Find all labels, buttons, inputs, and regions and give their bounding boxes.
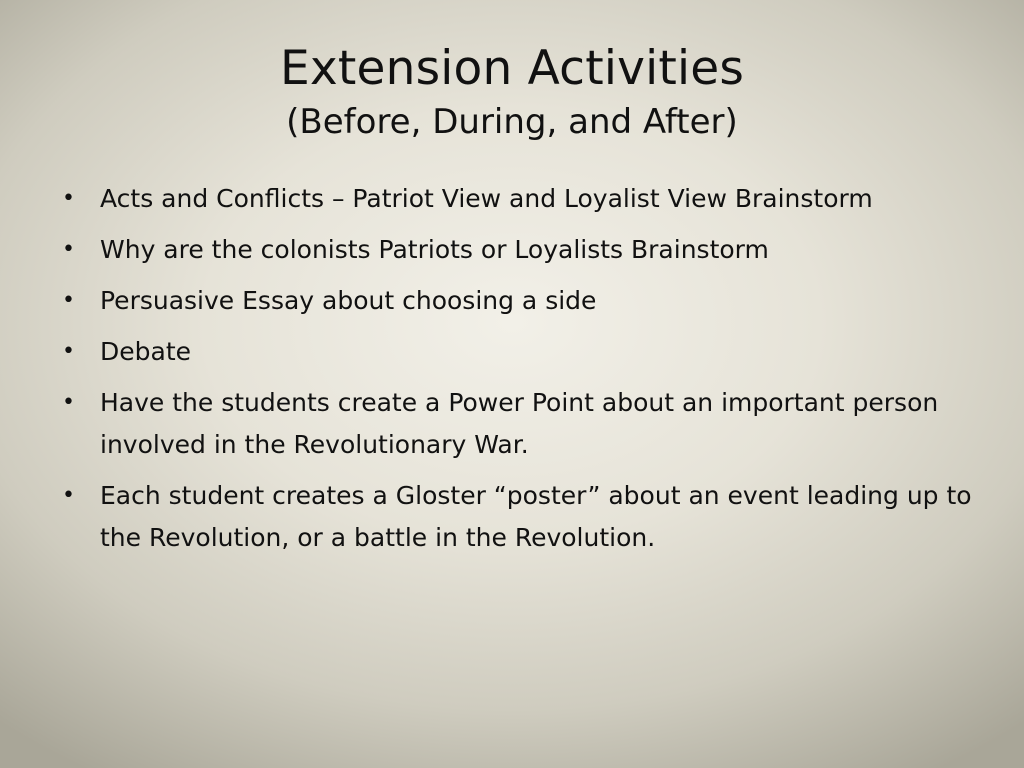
bullet-text: Have the students create a Power Point about an important person involved in the Revolutionary War. [100,388,939,459]
bullet-text: Debate [100,337,192,366]
bullet-item [62,280,982,322]
bullet-item [62,178,982,220]
slide-subtitle: (Before, During, and After) [286,102,738,142]
bullet-item [62,331,982,373]
bullet-icon: • [62,483,75,508]
bullet-icon: • [62,390,75,415]
bullet-text: Persuasive Essay about choosing a side [100,286,597,315]
bullet-icon: • [62,237,75,262]
bullet-item [62,229,982,271]
slide-title: Extension Activities [279,41,745,96]
bullet-text: Each student creates a Gloster “poster” about an event leading up to the Revolution, or a battle in the Revolution. [100,481,972,552]
bullet-item [62,382,982,466]
title-block [0,40,1024,146]
bullet-icon: • [62,288,75,313]
bullet-text: Why are the colonists Patriots or Loyalists Brainstorm [100,235,769,264]
bullet-text: Acts and Conflicts – Patriot View and Loyalist View Brainstorm [100,184,873,213]
bullet-list [62,178,982,568]
bullet-icon: • [62,186,75,211]
bullet-icon: • [62,339,75,364]
bullet-item [62,475,982,559]
